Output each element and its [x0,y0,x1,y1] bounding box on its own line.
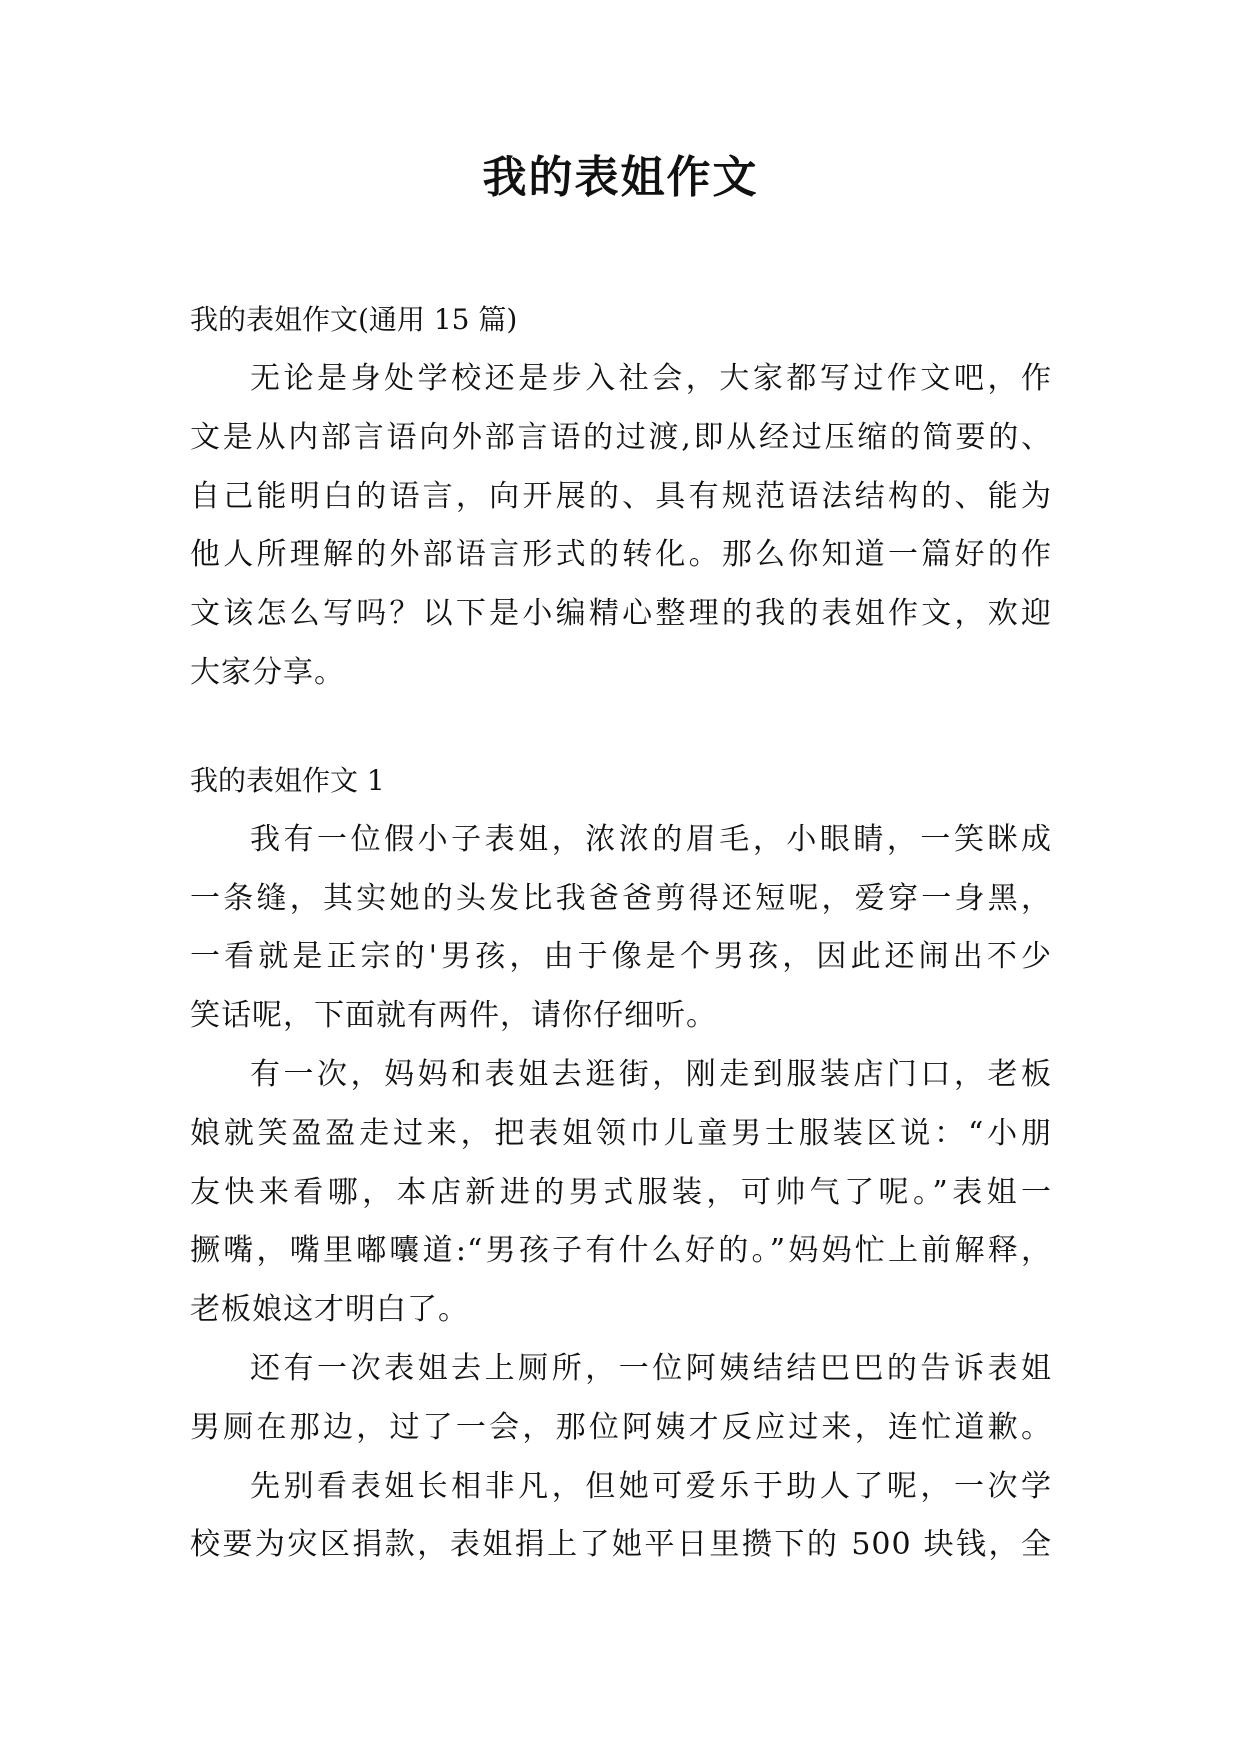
text-line: 一看就是正宗的'男孩，由于像是个男孩，因此还闹出不少 [190,939,1052,975]
text-line: 还有一次表姐去上厕所，一位阿姨结结巴巴的告诉表姐 [250,1350,1052,1386]
document-body [190,290,1052,1575]
text-line: 他人所理解的外部语言形式的转化。那么你知道一篇好的作 [190,537,1052,573]
body-paragraph [190,1340,1052,1458]
text-line: 友快来看哪，本店新进的男式服装，可帅气了呢。”表姐一 [190,1174,1052,1210]
text-line: 笑话呢，下面就有两件，请你仔细听。 [190,998,717,1034]
text-line: 老板娘这才明白了。 [190,1292,469,1328]
text-line: 文该怎么写吗？以下是小编精心整理的我的表姐作文，欢迎 [190,596,1052,632]
text-line: 先别看表姐长相非凡，但她可爱乐于助人了呢，一次学 [250,1468,1052,1504]
intro-paragraph [190,350,1052,703]
document-subtitle: 我的表姐作文(通用 15 篇) [190,303,518,336]
page-title: 我的表姐作文 [482,152,759,203]
body-paragraph [190,1046,1052,1340]
text-line: 有一次，妈妈和表姐去逛街，刚走到服装店门口，老板 [250,1056,1052,1092]
text-line: 男厕在那边，过了一会，那位阿姨才反应过来，连忙道歉。 [190,1409,1052,1445]
text-line: 自己能明白的语言，向开展的、具有规范语法结构的、能为 [190,478,1052,514]
section-spacer [190,703,1052,751]
text-line: 一条缝，其实她的头发比我爸爸剪得还短呢，爱穿一身黑， [190,880,1052,916]
text-line: 文是从内部言语向外部言语的过渡,即从经过压缩的简要的、 [190,419,1052,455]
body-paragraph [190,1458,1052,1576]
body-paragraph [190,811,1052,1046]
text-line: 校要为灾区捐款，表姐捐上了她平日里攒下的 500 块钱，全 [190,1527,1052,1563]
text-line: 我有一位假小子表姐，浓浓的眉毛，小眼睛，一笑眯成 [250,821,1052,857]
text-line: 大家分享。 [190,654,345,690]
text-line: 撅嘴，嘴里嘟囔道:“男孩子有什么好的。”妈妈忙上前解释， [190,1233,1052,1269]
section-heading: 我的表姐作文 1 [190,763,385,797]
text-line: 娘就笑盈盈走过来，把表姐领巾儿童男士服装区说：“小朋 [190,1115,1052,1151]
text-line: 无论是身处学校还是步入社会，大家都写过作文吧，作 [250,361,1052,396]
